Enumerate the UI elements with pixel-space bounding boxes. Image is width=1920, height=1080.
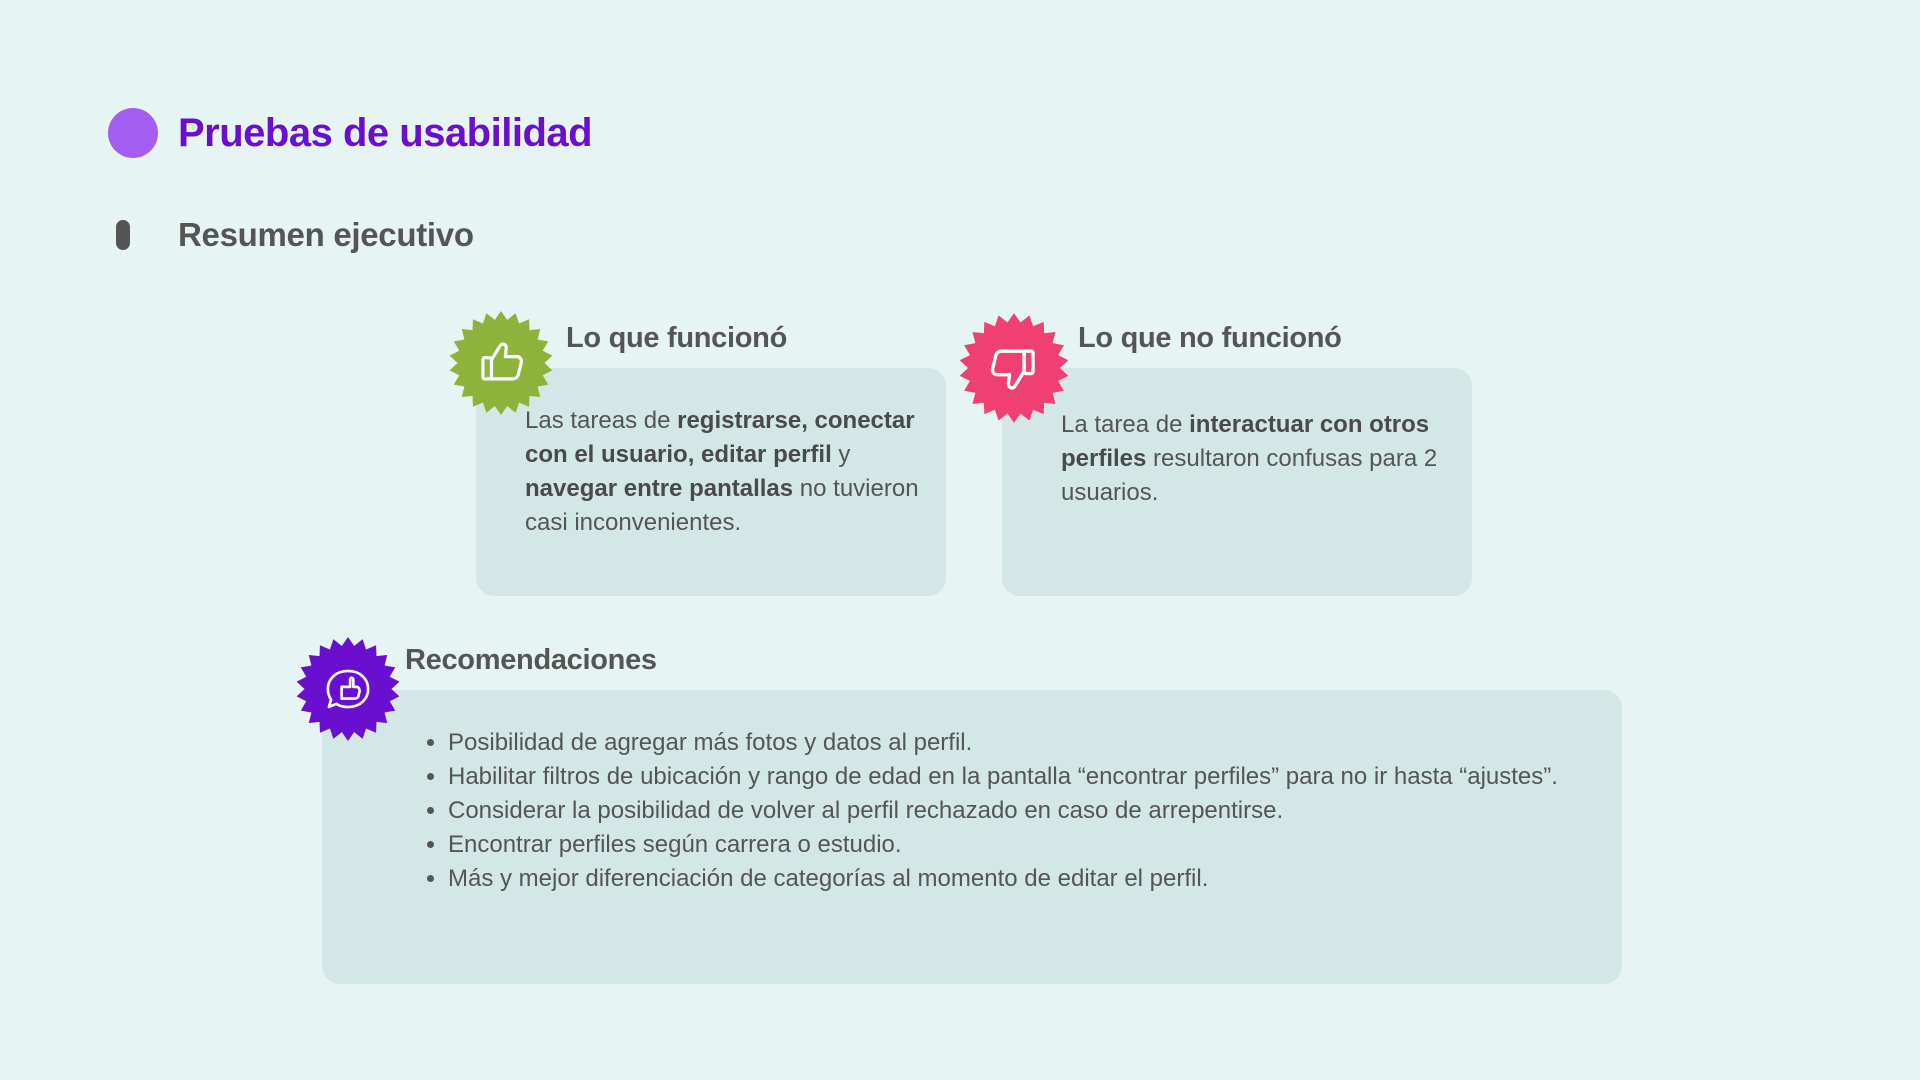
worked-text: Las tareas de registrarse, conectar con el usuario, editar perfil y navegar entre pantallas no tuvieron casi inconvenientes. [525,407,919,536]
list-item: • Más y mejor diferenciación de categorías al momento de editar el perfil. [448,862,1628,896]
worked-badge [448,310,554,416]
list-item: • Considerar la posibilidad de volver al perfil rechazado en caso de arrepentirse. [448,794,1628,828]
list-item: • Encontrar perfiles según carrera o estudio. [448,828,1628,862]
not-worked-text: La tarea de interactuar con otros perfiles resultaron confusas para 2 usuarios. [1061,411,1438,506]
title-bullet-dot [108,108,158,158]
recommendations-heading: Recomendaciones [405,644,657,676]
subtitle-bullet [116,220,130,250]
page-title: Pruebas de usabilidad [178,111,593,155]
not-worked-heading: Lo que no funcionó [1078,322,1342,354]
list-item: • Habilitar filtros de ubicación y rango de edad en la pantalla “encontrar perfiles” para no ir hasta “ajustes”. [448,760,1628,794]
recommendations-badge [295,636,401,742]
list-item: • Posibilidad de agregar más fotos y datos al perfil. [448,726,1628,760]
recommendations-list [420,726,1628,896]
worked-heading: Lo que funcionó [566,322,788,354]
section-subtitle: Resumen ejecutivo [178,216,474,253]
not-worked-badge [958,312,1070,424]
